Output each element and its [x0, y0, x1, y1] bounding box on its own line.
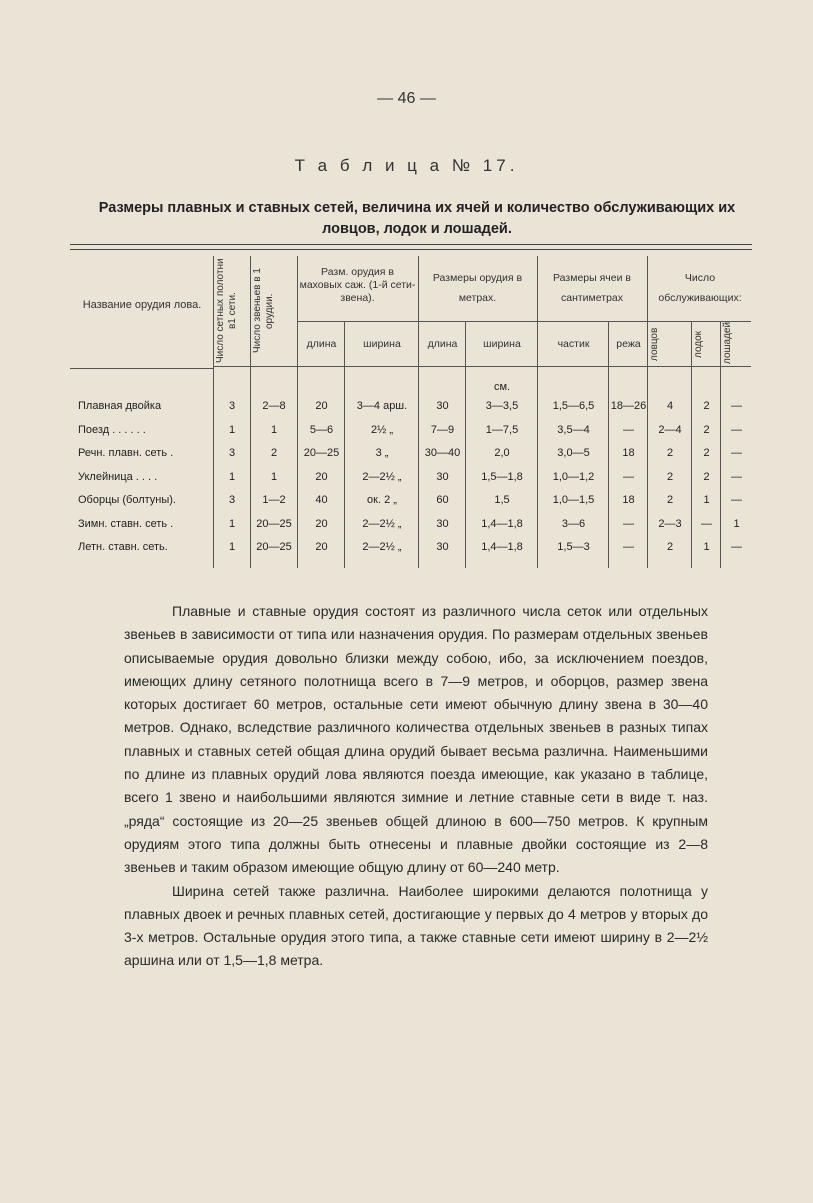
col-divider	[250, 256, 251, 568]
cell-links: 1	[270, 423, 278, 436]
cell-horses: —	[731, 541, 742, 553]
row-name-cell: Оборцы (болтуны).	[78, 494, 176, 506]
cell-men: 2	[666, 470, 674, 483]
cell-len_s: 20	[315, 517, 328, 530]
header-count-sheets: Число сетных полотни в1 сети.	[215, 258, 238, 364]
cell-wid_m: 2,0	[494, 447, 510, 459]
cell-len_s: 20	[315, 470, 328, 483]
header-width-m: ширина	[483, 338, 521, 350]
cell-wid_s: 2—2½ „	[362, 470, 402, 483]
cell-len_m: 30	[436, 400, 449, 412]
col-divider	[213, 256, 214, 568]
cell-wid_m: 1,5—1,8	[481, 470, 523, 483]
col-divider	[647, 256, 648, 568]
cell-links: 20—25	[256, 517, 292, 530]
header-width-sazh: ширина	[363, 338, 401, 350]
cell-wid_s: 2½ „	[370, 423, 393, 436]
cell-len_m: 60	[436, 494, 449, 506]
cell-sheets: 1	[228, 470, 236, 483]
cell-men: 2	[666, 494, 674, 506]
cell-fine: 1,5—3	[557, 541, 590, 553]
header-mesh-coarse: режа	[616, 338, 641, 350]
cell-boats: 2	[703, 400, 710, 412]
col-divider	[691, 322, 692, 568]
cell-wid_s: 2—2½ „	[362, 541, 402, 553]
table-top-rule-2	[70, 249, 752, 250]
col-divider	[537, 256, 538, 568]
row-name-cell: Плавная двойка	[78, 400, 162, 412]
cell-wid_m: 1,5	[494, 494, 510, 506]
cell-wid_m: 1,4—1,8	[481, 517, 523, 530]
header-length-m: длина	[427, 338, 458, 350]
cell-len_s: 5—6	[309, 423, 334, 436]
cell-boats: 2	[703, 470, 710, 483]
cell-wid_s: ок. 2 „	[367, 494, 397, 506]
paragraph-1: Плавные и ставные орудия состоят из различного числа сеток или отдельных звеньев в зависимости от типа или назначения орудия. По размерам отдельных звеньев описываемые орудия довольно близки между собою, ибо, за исключением поездов, имеющих длину сетяного полотнища всего в 7—9 метров, и оборцов, размер звена которых достигает 60 метров, остальные сети имеют обычную длину звена в 30—40 метров. Однако, вследствие различного количества отдельных звеньев в разных типах плавных и ставных сетей общая длина орудий бывает весьма различна. Наименьшими по длине из плавных орудий лова являются поезда имеющие, как указано в таблице, всего 1 звено и наибольшими являются зимние и летние ставные сети в виде т. наз. „ряда“ состоящие из 20—25 звеньев общей длиною в 600—750 метров. К крупным орудиям этого типа должны быть отнесены и плавные двойки состоящие из 2—8 звеньев и таким образом имеющие общую длину от 60—240 метр.	[124, 603, 708, 876]
cell-horses: —	[731, 494, 742, 506]
cell-sheets: 1	[228, 541, 236, 553]
header-fishermen: ловцов	[649, 327, 660, 361]
cell-links: 2—8	[262, 400, 286, 412]
table-caption: Т а б л и ц а № 17.	[294, 156, 519, 175]
col-divider	[608, 322, 609, 568]
paragraph-2: Ширина сетей также различна. Наиболее широкими делаются полотнища у плавных двоек и речных плавных сетей, достигающие у первых до 4 метров у вторых до 3-х метров. Остальные орудия этого типа, а также ставные сети имеют ширину в 2—2½ аршина или от 1,5—1,8 метра.	[124, 882, 708, 969]
cell-horses: —	[731, 400, 742, 412]
cell-sheets: 1	[228, 423, 236, 436]
cell-horses: 1	[733, 517, 740, 530]
header-size-m: Размеры орудия в метрах.	[432, 272, 523, 304]
cell-coarse: 18	[622, 494, 635, 506]
col-divider	[297, 256, 298, 568]
col-divider	[418, 256, 419, 568]
cell-wid_m: 1,4—1,8	[481, 541, 523, 553]
header-bottom-rule-name	[70, 368, 213, 369]
col-divider	[720, 322, 721, 568]
cell-men: 2	[666, 447, 674, 459]
cell-sheets: 3	[228, 494, 236, 506]
cell-men: 2—4	[658, 423, 682, 436]
page-number: — 46 —	[377, 90, 436, 107]
header-subrule	[297, 321, 751, 322]
cell-sheets: 3	[228, 447, 236, 459]
cell-fine: 1,0—1,5	[552, 494, 595, 506]
cell-sheets: 3	[228, 400, 236, 412]
cell-sheets: 1	[228, 517, 236, 530]
header-mesh: Размеры ячеи в сантиметрах	[553, 272, 631, 304]
header-length-sazh: длина	[306, 338, 337, 350]
cell-coarse: —	[623, 541, 634, 553]
cell-boats: 1	[703, 494, 710, 506]
cell-wid_s: 2—2½ „	[362, 517, 402, 530]
cell-men: 2	[666, 541, 674, 553]
cell-fine: 3,0—5	[557, 447, 590, 459]
cell-coarse: 18—26	[610, 400, 647, 412]
cell-wid_s: 3 „	[375, 447, 389, 459]
cell-len_s: 20	[315, 541, 328, 553]
header-count-links: Число звеньев в 1 орудии.	[252, 268, 275, 354]
cell-coarse: —	[623, 470, 634, 483]
cell-len_s: 20—25	[303, 447, 340, 459]
cell-boats: —	[701, 517, 712, 530]
cell-boats: 2	[703, 423, 710, 436]
cell-horses: —	[731, 423, 742, 436]
cell-fine: 3—6	[561, 517, 586, 530]
col-divider	[344, 322, 345, 568]
cell-links: 1	[270, 470, 278, 483]
table-title: Размеры плавных и ставных сетей, величина их ячей и количество обслуживающих их ловцов, лодок и лошадей.	[98, 200, 736, 237]
cell-coarse: 18	[622, 447, 635, 459]
header-name: Название орудия лова.	[82, 299, 202, 311]
row-name-cell: Уклейница . . . .	[78, 470, 158, 483]
row-name-cell: Зимн. ставн. сеть .	[78, 517, 174, 530]
cell-links: 20—25	[256, 541, 292, 553]
cell-wid_m: 1—7,5	[485, 423, 519, 436]
header-mesh-fine: частик	[557, 338, 590, 350]
cell-len_m: 30	[436, 517, 449, 530]
row-name-cell: Поезд . . . . . .	[78, 423, 146, 436]
unit-cm-label: см.	[493, 381, 511, 393]
row-name-cell: Речн. плавн. сеть .	[78, 447, 174, 459]
cell-wid_s: 3—4 арш.	[356, 400, 408, 412]
header-horses: лошадей	[722, 321, 733, 364]
cell-fine: 3,5—4	[557, 423, 590, 436]
header-crew: Число обслуживающих:	[658, 272, 742, 304]
cell-len_m: 30—40	[424, 447, 461, 459]
cell-links: 2	[270, 447, 278, 459]
header-size-sazh: Разм. орудия в маховых саж. (1-й сети-звена).	[299, 266, 416, 304]
cell-links: 1—2	[262, 494, 286, 506]
cell-coarse: —	[623, 517, 634, 530]
row-name-cell: Летн. ставн. сеть.	[78, 541, 168, 553]
cell-men: 4	[666, 400, 674, 412]
col-divider	[465, 322, 466, 568]
cell-wid_m: 3—3,5	[485, 400, 519, 412]
cell-horses: —	[731, 447, 742, 459]
header-bottom-rule	[213, 366, 751, 367]
cell-len_s: 20	[315, 400, 328, 412]
table-top-rule	[70, 244, 752, 245]
cell-coarse: —	[623, 423, 634, 436]
header-boats: лодок	[693, 330, 704, 358]
cell-men: 2—3	[658, 517, 682, 530]
cell-len_m: 30	[436, 470, 449, 483]
cell-boats: 2	[703, 447, 710, 459]
cell-horses: —	[731, 470, 742, 483]
cell-boats: 1	[703, 541, 710, 553]
cell-fine: 1,0—1,2	[552, 470, 595, 483]
cell-fine: 1,5—6,5	[552, 400, 595, 412]
cell-len_s: 40	[315, 494, 328, 506]
body-text	[124, 600, 708, 973]
cell-len_m: 30	[436, 541, 449, 553]
cell-len_m: 7—9	[430, 423, 455, 436]
